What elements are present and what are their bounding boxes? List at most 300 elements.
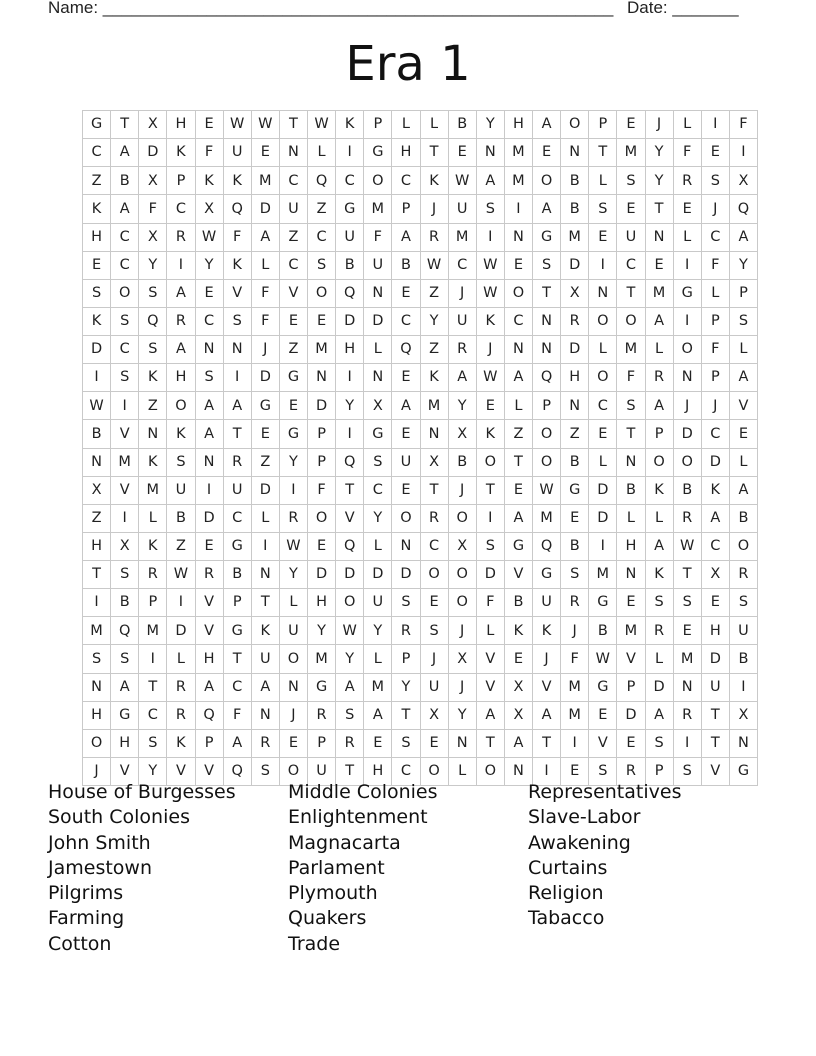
- grid-cell: K: [504, 617, 532, 645]
- grid-cell: E: [279, 307, 307, 335]
- grid-cell: E: [195, 532, 223, 560]
- grid-cell: N: [364, 364, 392, 392]
- grid-cell: C: [308, 223, 336, 251]
- grid-cell: F: [729, 111, 757, 139]
- grid-cell: X: [729, 701, 757, 729]
- grid-cell: O: [617, 307, 645, 335]
- grid-row: [83, 701, 758, 729]
- grid-cell: L: [139, 504, 167, 532]
- grid-cell: Z: [83, 504, 111, 532]
- grid-cell: E: [504, 251, 532, 279]
- grid-cell: E: [420, 729, 448, 757]
- grid-cell: K: [167, 729, 195, 757]
- grid-cell: V: [223, 279, 251, 307]
- grid-cell: K: [533, 617, 561, 645]
- grid-cell: Z: [279, 336, 307, 364]
- grid-cell: X: [139, 167, 167, 195]
- grid-cell: D: [561, 251, 589, 279]
- grid-cell: G: [251, 392, 279, 420]
- grid-cell: Z: [279, 223, 307, 251]
- grid-cell: T: [645, 195, 673, 223]
- grid-cell: A: [645, 532, 673, 560]
- grid-cell: P: [729, 279, 757, 307]
- grid-cell: P: [617, 673, 645, 701]
- grid-cell: L: [308, 139, 336, 167]
- grid-cell: Z: [420, 336, 448, 364]
- grid-cell: E: [589, 701, 617, 729]
- grid-cell: O: [729, 532, 757, 560]
- grid-cell: A: [476, 701, 504, 729]
- grid-cell: W: [476, 279, 504, 307]
- grid-cell: T: [617, 420, 645, 448]
- grid-cell: I: [504, 195, 532, 223]
- grid-cell: G: [223, 617, 251, 645]
- grid-cell: X: [448, 645, 476, 673]
- grid-row: [83, 223, 758, 251]
- grid-cell: D: [617, 701, 645, 729]
- grid-cell: S: [617, 167, 645, 195]
- grid-cell: J: [561, 617, 589, 645]
- grid-cell: I: [251, 532, 279, 560]
- grid-cell: W: [279, 532, 307, 560]
- grid-cell: Q: [392, 336, 420, 364]
- grid-row: [83, 251, 758, 279]
- grid-cell: V: [336, 504, 364, 532]
- grid-cell: Z: [167, 532, 195, 560]
- grid-cell: N: [308, 364, 336, 392]
- grid-cell: U: [167, 476, 195, 504]
- grid-cell: K: [195, 167, 223, 195]
- grid-cell: X: [448, 532, 476, 560]
- grid-cell: L: [645, 336, 673, 364]
- grid-cell: S: [645, 729, 673, 757]
- grid-cell: F: [223, 701, 251, 729]
- grid-cell: P: [701, 307, 729, 335]
- grid-cell: T: [279, 111, 307, 139]
- grid-cell: K: [139, 364, 167, 392]
- grid-cell: N: [448, 729, 476, 757]
- grid-cell: N: [673, 364, 701, 392]
- grid-cell: J: [279, 701, 307, 729]
- grid-cell: E: [729, 420, 757, 448]
- grid-cell: Q: [223, 195, 251, 223]
- grid-cell: S: [223, 307, 251, 335]
- grid-cell: M: [448, 223, 476, 251]
- grid-cell: K: [167, 420, 195, 448]
- grid-cell: E: [279, 729, 307, 757]
- word-list-item: Pilgrims: [48, 882, 124, 905]
- grid-cell: M: [561, 701, 589, 729]
- grid-cell: N: [279, 673, 307, 701]
- grid-cell: M: [533, 504, 561, 532]
- grid-cell: I: [279, 476, 307, 504]
- grid-row: [83, 139, 758, 167]
- grid-cell: B: [673, 476, 701, 504]
- grid-cell: S: [392, 729, 420, 757]
- grid-cell: P: [533, 392, 561, 420]
- grid-cell: S: [83, 645, 111, 673]
- grid-cell: B: [729, 504, 757, 532]
- grid-cell: M: [420, 392, 448, 420]
- grid-cell: V: [111, 476, 139, 504]
- grid-cell: D: [392, 561, 420, 589]
- grid-cell: I: [83, 589, 111, 617]
- grid-cell: M: [504, 139, 532, 167]
- grid-cell: A: [448, 364, 476, 392]
- grid-cell: J: [701, 195, 729, 223]
- word-list-item: Farming: [48, 907, 125, 930]
- grid-cell: S: [111, 364, 139, 392]
- grid-cell: Q: [139, 307, 167, 335]
- grid-cell: U: [364, 251, 392, 279]
- grid-cell: K: [83, 307, 111, 335]
- grid-cell: A: [251, 223, 279, 251]
- grid-cell: R: [279, 504, 307, 532]
- grid-cell: S: [139, 336, 167, 364]
- grid-cell: V: [476, 645, 504, 673]
- grid-cell: A: [504, 504, 532, 532]
- grid-cell: X: [83, 476, 111, 504]
- grid-cell: D: [83, 336, 111, 364]
- grid-cell: O: [533, 420, 561, 448]
- grid-cell: Y: [645, 139, 673, 167]
- grid-cell: X: [139, 223, 167, 251]
- grid-cell: N: [504, 223, 532, 251]
- grid-row: [83, 617, 758, 645]
- grid-cell: I: [167, 589, 195, 617]
- grid-cell: T: [701, 729, 729, 757]
- grid-cell: A: [645, 392, 673, 420]
- grid-cell: J: [448, 617, 476, 645]
- grid-cell: E: [673, 195, 701, 223]
- grid-cell: K: [251, 617, 279, 645]
- grid-cell: Z: [308, 195, 336, 223]
- grid-cell: H: [504, 111, 532, 139]
- grid-cell: U: [420, 673, 448, 701]
- grid-cell: D: [251, 476, 279, 504]
- grid-row: [83, 307, 758, 335]
- grid-cell: I: [336, 420, 364, 448]
- grid-cell: U: [392, 448, 420, 476]
- grid-cell: S: [589, 195, 617, 223]
- grid-cell: E: [195, 279, 223, 307]
- grid-cell: I: [167, 251, 195, 279]
- grid-row: [83, 448, 758, 476]
- grid-cell: Q: [336, 448, 364, 476]
- grid-cell: B: [729, 645, 757, 673]
- grid-cell: D: [476, 561, 504, 589]
- grid-cell: C: [111, 251, 139, 279]
- grid-cell: Q: [223, 757, 251, 785]
- grid-cell: N: [251, 701, 279, 729]
- grid-cell: E: [279, 392, 307, 420]
- grid-cell: M: [251, 167, 279, 195]
- name-field-label: Name: ______________________________________________________: [48, 0, 614, 17]
- grid-cell: R: [673, 504, 701, 532]
- grid-cell: K: [139, 448, 167, 476]
- grid-cell: O: [420, 757, 448, 785]
- grid-cell: L: [504, 392, 532, 420]
- grid-cell: T: [83, 561, 111, 589]
- grid-cell: Y: [139, 251, 167, 279]
- grid-cell: G: [589, 589, 617, 617]
- grid-cell: N: [504, 336, 532, 364]
- grid-cell: U: [448, 307, 476, 335]
- grid-cell: A: [251, 673, 279, 701]
- grid-cell: F: [139, 195, 167, 223]
- grid-cell: W: [589, 645, 617, 673]
- grid-cell: T: [336, 757, 364, 785]
- grid-cell: G: [279, 364, 307, 392]
- grid-cell: A: [533, 111, 561, 139]
- grid-cell: T: [111, 111, 139, 139]
- grid-cell: V: [589, 729, 617, 757]
- grid-cell: G: [83, 111, 111, 139]
- grid-cell: Y: [364, 504, 392, 532]
- grid-cell: M: [139, 476, 167, 504]
- grid-cell: E: [476, 392, 504, 420]
- grid-cell: B: [448, 448, 476, 476]
- grid-cell: S: [420, 617, 448, 645]
- grid-cell: T: [476, 476, 504, 504]
- word-list-item: Slave-Labor: [528, 806, 641, 829]
- header: [48, 0, 748, 22]
- grid-cell: G: [223, 532, 251, 560]
- grid-cell: E: [392, 279, 420, 307]
- grid-cell: E: [701, 589, 729, 617]
- grid-cell: X: [729, 167, 757, 195]
- grid-cell: X: [448, 420, 476, 448]
- grid-cell: C: [223, 673, 251, 701]
- grid-cell: B: [223, 561, 251, 589]
- word-search-grid: [82, 110, 758, 786]
- grid-cell: Y: [308, 617, 336, 645]
- grid-cell: D: [561, 336, 589, 364]
- grid-cell: F: [251, 307, 279, 335]
- grid-cell: I: [673, 251, 701, 279]
- grid-cell: N: [504, 757, 532, 785]
- grid-cell: E: [617, 111, 645, 139]
- grid-cell: W: [83, 392, 111, 420]
- grid-cell: Y: [392, 673, 420, 701]
- grid-cell: R: [673, 167, 701, 195]
- grid-cell: N: [420, 420, 448, 448]
- grid-cell: I: [223, 364, 251, 392]
- grid-cell: D: [251, 195, 279, 223]
- grid-cell: A: [167, 336, 195, 364]
- grid-cell: H: [561, 364, 589, 392]
- grid-cell: Z: [504, 420, 532, 448]
- grid-cell: L: [279, 589, 307, 617]
- grid-cell: A: [504, 729, 532, 757]
- grid-cell: A: [364, 701, 392, 729]
- grid-cell: P: [589, 111, 617, 139]
- grid-cell: S: [111, 561, 139, 589]
- grid-cell: R: [336, 729, 364, 757]
- grid-cell: H: [336, 336, 364, 364]
- grid-cell: B: [392, 251, 420, 279]
- grid-cell: V: [195, 757, 223, 785]
- grid-cell: A: [223, 729, 251, 757]
- grid-cell: O: [336, 589, 364, 617]
- grid-cell: C: [392, 757, 420, 785]
- grid-row: [83, 167, 758, 195]
- grid-cell: L: [364, 532, 392, 560]
- grid-cell: B: [111, 589, 139, 617]
- grid-cell: C: [617, 251, 645, 279]
- grid-cell: O: [533, 448, 561, 476]
- grid-cell: I: [139, 645, 167, 673]
- grid-cell: D: [364, 307, 392, 335]
- grid-cell: Q: [195, 701, 223, 729]
- grid-cell: I: [589, 251, 617, 279]
- grid-cell: X: [504, 673, 532, 701]
- grid-cell: K: [420, 167, 448, 195]
- grid-cell: B: [504, 589, 532, 617]
- grid-cell: X: [111, 532, 139, 560]
- grid-cell: U: [223, 476, 251, 504]
- grid-cell: K: [420, 364, 448, 392]
- grid-cell: C: [336, 167, 364, 195]
- grid-cell: B: [617, 476, 645, 504]
- grid-cell: Q: [336, 532, 364, 560]
- grid-cell: S: [111, 645, 139, 673]
- grid-cell: B: [448, 111, 476, 139]
- grid-cell: I: [336, 139, 364, 167]
- grid-cell: L: [673, 111, 701, 139]
- grid-cell: L: [251, 251, 279, 279]
- grid-cell: F: [223, 223, 251, 251]
- grid-cell: V: [533, 673, 561, 701]
- grid-cell: G: [364, 420, 392, 448]
- grid-cell: R: [729, 561, 757, 589]
- grid-cell: A: [392, 223, 420, 251]
- grid-cell: U: [251, 645, 279, 673]
- grid-cell: Y: [476, 111, 504, 139]
- grid-cell: E: [392, 476, 420, 504]
- grid-cell: S: [533, 251, 561, 279]
- grid-cell: C: [167, 195, 195, 223]
- grid-cell: S: [589, 757, 617, 785]
- grid-cell: E: [392, 420, 420, 448]
- grid-cell: D: [167, 617, 195, 645]
- grid-cell: W: [167, 561, 195, 589]
- grid-cell: P: [701, 364, 729, 392]
- grid-cell: J: [701, 392, 729, 420]
- grid-cell: C: [701, 532, 729, 560]
- grid-cell: O: [111, 279, 139, 307]
- grid-cell: C: [279, 167, 307, 195]
- grid-cell: E: [308, 532, 336, 560]
- grid-cell: A: [111, 139, 139, 167]
- word-list-column-1: [48, 780, 288, 957]
- grid-cell: K: [645, 561, 673, 589]
- grid-cell: R: [392, 617, 420, 645]
- grid-cell: H: [167, 111, 195, 139]
- grid-cell: Y: [420, 307, 448, 335]
- grid-cell: R: [167, 223, 195, 251]
- grid-cell: A: [392, 392, 420, 420]
- grid-cell: N: [195, 336, 223, 364]
- grid-cell: B: [336, 251, 364, 279]
- grid-cell: M: [561, 223, 589, 251]
- grid-cell: P: [308, 420, 336, 448]
- grid-cell: E: [251, 139, 279, 167]
- grid-cell: D: [195, 504, 223, 532]
- grid-cell: A: [195, 420, 223, 448]
- grid-cell: D: [645, 673, 673, 701]
- word-list-item: Curtains: [528, 856, 608, 879]
- grid-cell: E: [533, 139, 561, 167]
- grid-row: [83, 392, 758, 420]
- grid-cell: M: [617, 617, 645, 645]
- grid-cell: S: [195, 364, 223, 392]
- grid-cell: Q: [533, 532, 561, 560]
- grid-row: [83, 645, 758, 673]
- grid-cell: C: [701, 223, 729, 251]
- grid-cell: N: [364, 279, 392, 307]
- grid-cell: L: [701, 279, 729, 307]
- word-list-item: Quakers: [288, 907, 367, 930]
- grid-cell: N: [729, 729, 757, 757]
- grid-cell: E: [392, 364, 420, 392]
- grid-cell: N: [223, 336, 251, 364]
- grid-cell: A: [195, 392, 223, 420]
- grid-cell: A: [111, 673, 139, 701]
- grid-cell: S: [673, 757, 701, 785]
- grid-cell: A: [729, 364, 757, 392]
- grid-cell: M: [364, 673, 392, 701]
- grid-cell: V: [476, 673, 504, 701]
- grid-cell: D: [336, 307, 364, 335]
- grid-cell: Z: [420, 279, 448, 307]
- grid-cell: J: [448, 673, 476, 701]
- grid-cell: M: [308, 336, 336, 364]
- grid-cell: P: [308, 448, 336, 476]
- grid-cell: K: [476, 420, 504, 448]
- grid-cell: B: [561, 448, 589, 476]
- grid-cell: P: [364, 111, 392, 139]
- word-list-item: Magnacarta: [288, 831, 401, 854]
- grid-cell: U: [223, 139, 251, 167]
- grid-cell: A: [336, 673, 364, 701]
- grid-cell: E: [561, 504, 589, 532]
- grid-cell: R: [420, 504, 448, 532]
- grid-row: [83, 195, 758, 223]
- grid-cell: A: [645, 307, 673, 335]
- grid-cell: J: [645, 111, 673, 139]
- grid-cell: E: [589, 420, 617, 448]
- grid-cell: R: [167, 701, 195, 729]
- grid-cell: S: [111, 307, 139, 335]
- grid-cell: Y: [279, 561, 307, 589]
- grid-cell: N: [251, 561, 279, 589]
- grid-cell: R: [167, 307, 195, 335]
- grid-cell: R: [448, 336, 476, 364]
- grid-cell: D: [589, 504, 617, 532]
- grid-cell: S: [392, 589, 420, 617]
- grid-cell: M: [504, 167, 532, 195]
- grid-cell: N: [476, 139, 504, 167]
- grid-cell: K: [701, 476, 729, 504]
- grid-cell: S: [251, 757, 279, 785]
- grid-cell: E: [561, 757, 589, 785]
- grid-cell: L: [364, 645, 392, 673]
- grid-row: [83, 589, 758, 617]
- grid-cell: H: [364, 757, 392, 785]
- grid-cell: W: [533, 476, 561, 504]
- grid-cell: W: [223, 111, 251, 139]
